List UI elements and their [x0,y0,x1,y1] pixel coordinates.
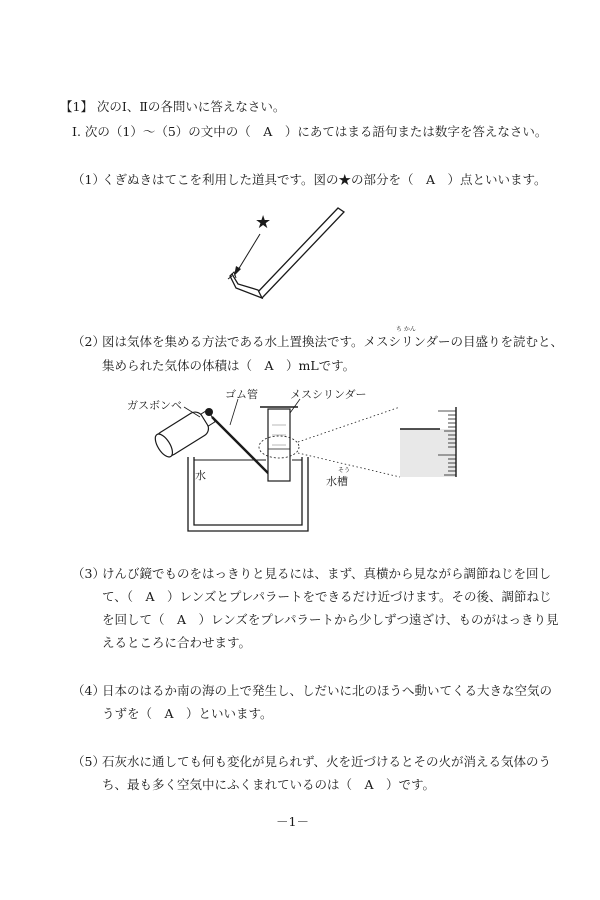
q2-line2: 集められた気体の体積は（ A ）mLです。 [102,358,356,373]
q2-number: （2） [72,334,105,349]
label-water-tank: 水槽 [326,475,348,488]
q1-number: （1） [72,172,105,187]
section-header: 【1】 次のⅠ、Ⅱの各問いに答えなさい。 [60,99,286,114]
nail-puller-figure [220,200,360,300]
q3-line2: て、（ A ）レンズとプレパラートをできるだけ近づけます。その後、調節ねじ [102,589,552,604]
q5-line2: ち、最も多く空気中にふくまれているのは（ A ）です。 [102,777,436,792]
q4-line1: 日本のはるか南の海の上で発生し、しだいに北のほうへ動いてくる大きな空気の [102,683,553,698]
q1-text: くぎぬきはてこを利用した道具です。図の★の部分を（ A ）点といいます。 [102,172,547,187]
q4-line2: うずを（ A ）といいます。 [102,706,273,721]
water-displacement-figure [120,395,470,540]
q2-line1: 図は気体を集める方法である水上置換法です。メスシリンダーの目盛りを読むと、 [102,334,564,349]
label-tank-furigana: そう [338,467,351,474]
q3-number: （3） [72,566,105,581]
q5-line1: 石灰水に通しても何も変化が見られず、火を近づけるとその火が消える気体のう [102,754,552,769]
q2-furigana: ち かん [396,326,416,333]
q4-number: （4） [72,683,105,698]
label-measuring-cylinder: メスシリンダー [290,388,367,401]
label-rubber-tube: ゴム管 [225,388,258,401]
label-water: 水 [195,469,206,482]
sub-instruction: Ⅰ. 次の（1）～（5）の文中の（ A ）にあてはまる語句または数字を答えなさい。 [72,124,548,139]
star-marker: ★ [255,212,272,233]
q3-line3: を回して（ A ）レンズをプレパラートから少しずつ遠ざけ、ものがはっきり見 [102,612,559,627]
q3-line4: えるところに合わせます。 [102,635,252,650]
page-number: －1－ [276,814,309,829]
q5-number: （5） [72,754,105,769]
q3-line1: けんび鏡でものをはっきりと見るには、まず、真横から見ながら調節ねじを回し [102,566,552,581]
label-gas-cylinder: ガスボンベ [127,399,182,412]
